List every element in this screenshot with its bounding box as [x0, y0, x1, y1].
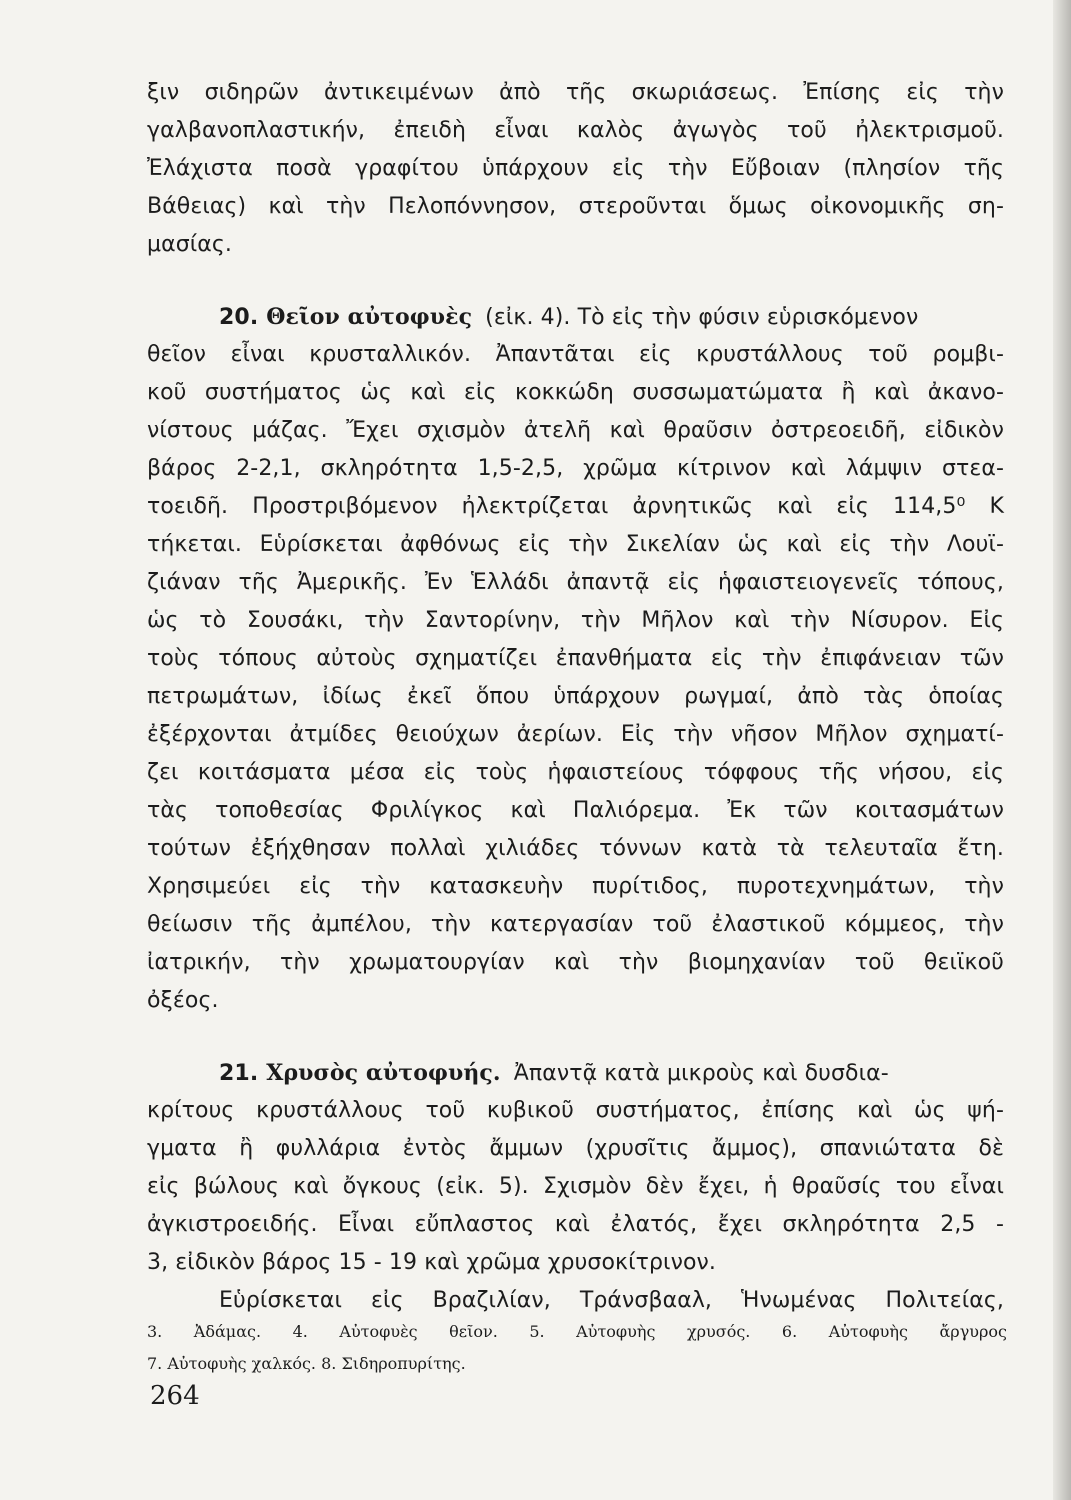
page-number: 264	[150, 1381, 200, 1411]
page-edge-shadow	[1053, 0, 1071, 1500]
text-line: ἰατρικήν, τὴν χρωματουργίαν καὶ τὴν βιομηχανίαν τοῦ θειϊκοῦ	[147, 950, 1004, 975]
text-line: Βάθειας) καὶ τὴν Πελοπόννησον, στεροῦνται ὅμως οἰκονομικῆς ση-	[147, 194, 1004, 219]
text-line: γαλβανοπλαστικήν, ἐπειδὴ εἶναι καλὸς ἀγωγὸς τοῦ ἠλεκτρισμοῦ.	[147, 118, 1004, 143]
text-line: τοὺς τόπους αὐτοὺς σχηματίζει ἐπανθήματα εἰς τὴν ἐπιφάνειαν τῶν	[147, 646, 1004, 671]
section-title: Θεῖον αὐτοφυὲς	[266, 304, 473, 330]
section-number: 20.	[219, 305, 259, 330]
text-line: τήκεται. Εὑρίσκεται ἀφθόνως εἰς τὴν Σικελίαν ὡς καὶ εἰς τὴν Λουϊ-	[147, 532, 1004, 557]
caption-line: 7. Αὐτοφυὴς χαλκός. 8. Σιδηροπυρίτης.	[147, 1354, 466, 1373]
text-line: 3, εἰδικὸν βάρος 15 - 19 καὶ χρῶμα χρυσοκίτρινον.	[147, 1250, 717, 1275]
text-line: βάρος 2-2,1, σκληρότητα 1,5-2,5, χρῶμα κίτρινον καὶ λάμψιν στεα-	[147, 456, 1004, 481]
text-line: κοῦ συστήματος ὡς καὶ εἰς κοκκώδη συσσωματώματα ἢ καὶ ἀκανο-	[147, 380, 1004, 405]
text-line: θεῖον εἶναι κρυσταλλικόν. Ἀπαντᾶται εἰς κρυστάλλους τοῦ ρομβι-	[147, 342, 1004, 367]
text-line: Εὑρίσκεται εἰς Βραζιλίαν, Τράνσβααλ, Ἡνωμένας Πολιτείας,	[219, 1288, 1004, 1313]
text-line: Ἐλάχιστα ποσὰ γραφίτου ὑπάρχουν εἰς τὴν Εὔβοιαν (πλησίον τῆς	[147, 156, 1004, 181]
text-line: μασίας.	[147, 232, 232, 257]
text-line: θείωσιν τῆς ἀμπέλου, τὴν κατεργασίαν τοῦ ἐλαστικοῦ κόμμεος, τὴν	[147, 912, 1004, 937]
text-line: εἰς βώλους καὶ ὄγκους (εἰκ. 5). Σχισμὸν δὲν ἔχει, ἡ θραῦσίς του εἶναι	[147, 1174, 1004, 1199]
caption-line: 3. Ἀδάμας. 4. Αὐτοφυὲς θεῖον. 5. Αὐτοφυὴς χρυσός. 6. Αὐτοφυὴς ἄργυρος	[147, 1322, 1007, 1341]
page-text	[147, 74, 1004, 1320]
text-line: ἐξέρχονται ἀτμίδες θειούχων ἀερίων. Εἰς τὴν νῆσον Μῆλον σχηματί-	[147, 722, 1004, 747]
text-line: Χρησιμεύει εἰς τὴν κατασκευὴν πυρίτιδος, πυροτεχνημάτων, τὴν	[147, 874, 1004, 899]
text-line: τοειδῆ. Προστριβόμενον ἠλεκτρίζεται ἀρνητικῶς καὶ εἰς 114,5⁰ Κ	[147, 494, 1004, 519]
text-line: πετρωμάτων, ἰδίως ἐκεῖ ὅπου ὑπάρχουν ρωγμαί, ἀπὸ τὰς ὁποίας	[147, 684, 1004, 709]
paragraph-graphite	[147, 74, 1004, 264]
text-line: ὡς τὸ Σουσάκι, τὴν Σαντορίνην, τὴν Μῆλον καὶ τὴν Νίσυρον. Εἰς	[147, 608, 1004, 633]
section-title: Χρυσὸς αὐτοφυής.	[266, 1060, 501, 1086]
text-line: νίστους μάζας. Ἔχει σχισμὸν ἀτελῆ καὶ θραῦσιν ὀστρεοειδῆ, εἰδικὸν	[147, 418, 1004, 443]
text-line: ἀγκιστροειδής. Εἶναι εὔπλαστος καὶ ἐλατός, ἔχει σκληρότητα 2,5 -	[147, 1212, 1004, 1237]
text-line: ζιάναν τῆς Ἀμερικῆς. Ἐν Ἑλλάδι ἀπαντᾷ εἰς ἡφαιστειογενεῖς τόπους,	[147, 570, 1004, 595]
text-line: Ἀπαντᾷ κατὰ μικροὺς καὶ δυσδια-	[513, 1061, 889, 1086]
text-line: γματα ἢ φυλλάρια ἐντὸς ἄμμων (χρυσῖτις ἄμμος), σπανιώτατα δὲ	[147, 1136, 1004, 1161]
text-line: τούτων ἐξήχθησαν πολλαὶ χιλιάδες τόννων κατὰ τὰ τελευταῖα ἔτη.	[147, 836, 1004, 861]
section-20-heading-line	[147, 298, 1004, 336]
text-line: τὰς τοποθεσίας Φριλίγκος καὶ Παλιόρεμα. Ἐκ τῶν κοιτασμάτων	[147, 798, 1004, 823]
section-number: 21.	[219, 1061, 259, 1086]
text-line: κρίτους κρυστάλλους τοῦ κυβικοῦ συστήματος, ἐπίσης καὶ ὡς ψή-	[147, 1098, 1004, 1123]
section-20-native-sulfur	[147, 298, 1004, 1020]
text-line: ὀξέος.	[147, 988, 219, 1013]
text-line: ζει κοιτάσματα μέσα εἰς τοὺς ἡφαιστείους τόφφους τῆς νήσου, εἰς	[147, 760, 1004, 785]
text-line: ξιν σιδηρῶν ἀντικειμένων ἀπὸ τῆς σκωριάσεως. Ἐπίσης εἰς τὴν	[147, 80, 1004, 105]
section-21-native-gold	[147, 1054, 1004, 1320]
text-line: (εἰκ. 4). Τὸ εἰς τὴν φύσιν εὑρισκόμενον	[485, 305, 919, 330]
section-21-heading-line	[147, 1054, 1004, 1092]
figure-captions	[147, 1316, 1007, 1380]
